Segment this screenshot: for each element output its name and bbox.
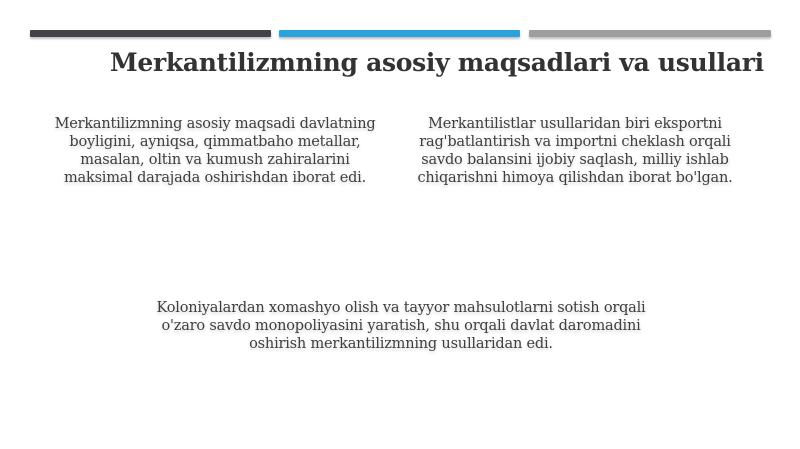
- text-block-bottom: Koloniyalardan xomashyo olish va tayyor mahsulotlarni sotish orqali o'zaro savdo monopoliyasini yaratish, shu orqali davlat daromadini oshirish merkantilizmning usullaridan edi.: [156, 300, 646, 352]
- text-block-left: Merkantilizmning asosiy maqsadi davlatning boyligini, ayniqsa, qimmatbaho metallar, masalan, oltin va kumush zahiralarini maksimal darajada oshirishdan iborat edi.: [54, 116, 376, 186]
- slide-title: Merkantilizmning asosiy maqsadlari va usullari: [110, 48, 764, 77]
- accent-bar-gray: [529, 30, 771, 37]
- text-block-right: Merkantilistlar usullaridan biri eksportni rag'batlantirish va importni cheklash orqali savdo balansini ijobiy saqlash, milliy ishlab chiqarishni himoya qilishdan iborat bo'lgan.: [417, 116, 733, 186]
- accent-bar-dark: [30, 30, 271, 37]
- accent-bar-blue: [279, 30, 520, 37]
- header-accent-bars: [30, 30, 771, 38]
